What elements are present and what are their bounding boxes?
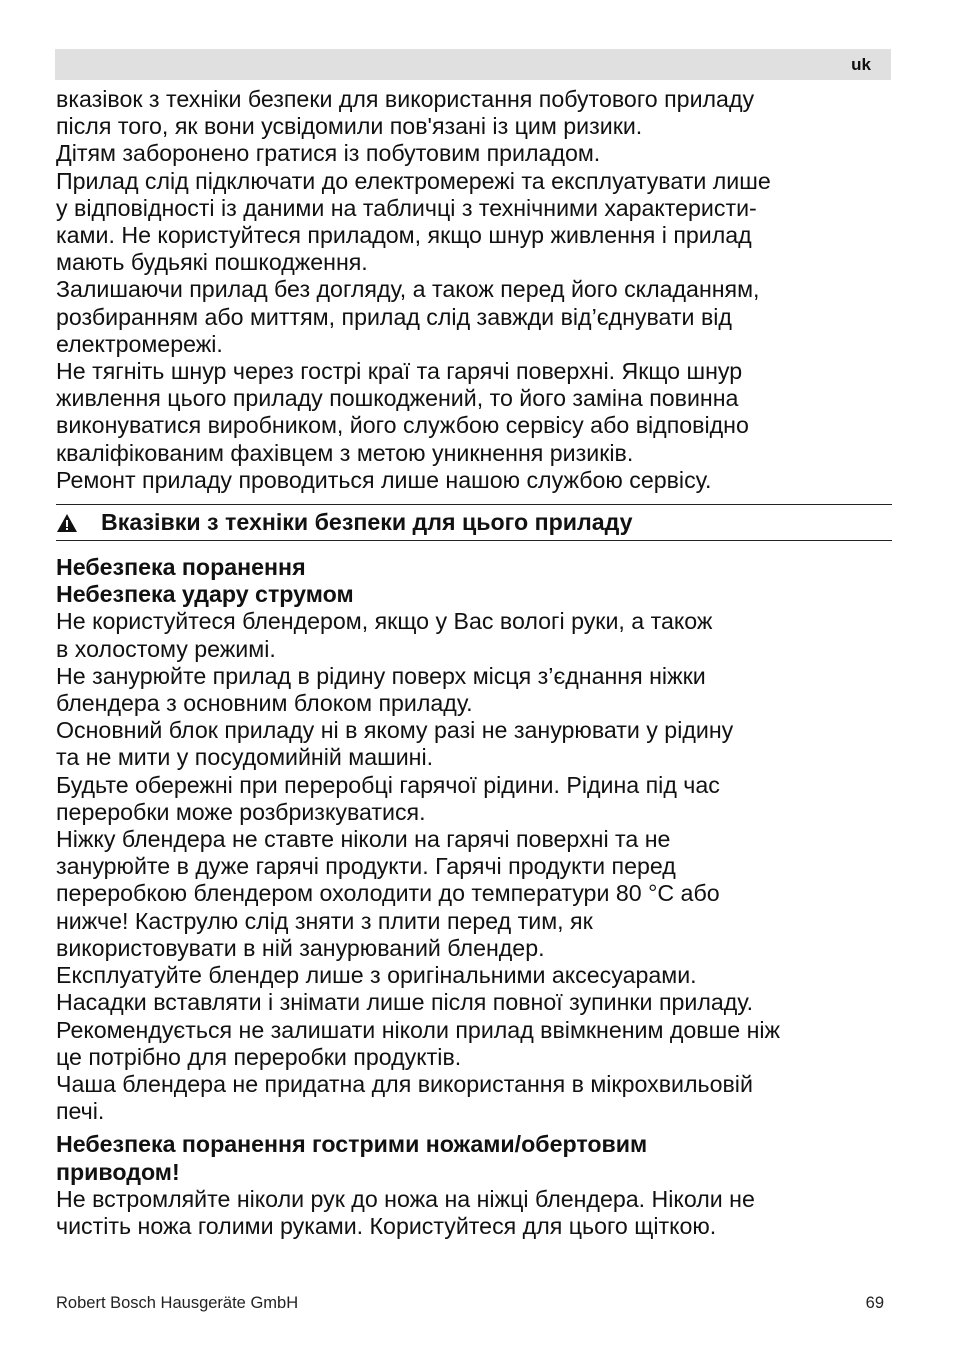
intro-paragraph: Залишаючи прилад без догляду, а також перед його складанням, розбиранням або миттям, прилад слід завжди від’єднувати від електромережі. xyxy=(56,276,760,357)
intro-paragraph: Ремонт приладу проводиться лише нашою службою сервісу. xyxy=(56,466,712,493)
safety-section-title: Вказівки з техніки безпеки для цього приладу xyxy=(101,509,633,536)
hazard-paragraph: Експлуатуйте блендер лише з оригінальними аксесуарами. xyxy=(56,962,697,989)
hazard-heading: Небезпека поранення xyxy=(56,554,306,581)
hazard-paragraph: Не занурюйте прилад в рідину поверх місця з’єднання ніжки блендера з основним блоком приладу. xyxy=(56,662,706,717)
hazard-blades-block xyxy=(56,1131,892,1240)
hazard-heading: Небезпека поранення гострими ножами/обертовим приводом! xyxy=(56,1131,648,1185)
hazard-paragraph: Рекомендується не залишати ніколи прилад ввімкненим довше ніж це потрібно для переробки продуктів. xyxy=(56,1016,781,1070)
footer-page-number: 69 xyxy=(865,1294,884,1312)
page-content xyxy=(56,86,892,1240)
hazard-electric-block xyxy=(56,554,892,1125)
hazard-paragraph: Чаша блендера не придатна для використання в мікрохвильовій печі. xyxy=(56,1070,753,1125)
intro-paragraph: Дітям заборонено гратися із побутовим приладом. xyxy=(56,140,601,167)
hazard-paragraph: Не встромляйте ніколи рук до ножа на ніжці блендера. Ніколи не чистіть ножа голими руками. Користуйтеся для цього щіткою. xyxy=(56,1185,755,1239)
warning-triangle-icon xyxy=(56,513,78,533)
intro-paragraph: вказівок з техніки безпеки для використання побутового приладу після того, як вони усвідомили пов'язані із цим ризики. xyxy=(56,86,755,140)
hazard-paragraph: Ніжку блендера не ставте ніколи на гарячі поверхні та не занурюйте в дуже гарячі продукти. Гарячі продукти перед переробкою блендером охолодити до температури 80 °C або нижче! Каструлю слід зняти з плити перед тим, як використовувати в ній занурюваний блендер. xyxy=(56,826,720,961)
language-code: uk xyxy=(851,55,871,74)
hazard-paragraph: Будьте обережні при переробці гарячої рідини. Рідина під час переробки може розбризкуватися. xyxy=(56,771,720,825)
hazard-heading: Небезпека удару струмом xyxy=(56,581,354,608)
intro-paragraph: Не тягніть шнур через гострі краї та гарячі поверхні. Якщо шнур живлення цього приладу пошкоджений, то його заміна повинна виконуватися виробником, його службою сервісу або відповідно кваліфікованим фахівцем з метою уникнення ризиків. xyxy=(56,358,749,466)
language-bar xyxy=(55,49,891,80)
footer-company: Robert Bosch Hausgeräte GmbH xyxy=(56,1294,299,1312)
hazard-paragraph: Не користуйтеся блендером, якщо у Вас вологі руки, а також в холостому режимі. xyxy=(56,608,713,662)
hazard-paragraph: Основний блок приладу ні в якому разі не занурювати у рідину та не мити у посудомийній машині. xyxy=(56,717,734,771)
safety-section-header xyxy=(56,504,892,541)
intro-paragraph: Прилад слід підключати до електромережі та експлуатувати лише у відповідності із даними на табличці з технічними характеристи- ками. Не користуйтеся приладом, якщо шнур живлення і прилад мають будьякі пошкодження. xyxy=(56,167,771,276)
hazard-paragraph: Насадки вставляти і знімати лише після повної зупинки приладу. xyxy=(56,989,754,1016)
